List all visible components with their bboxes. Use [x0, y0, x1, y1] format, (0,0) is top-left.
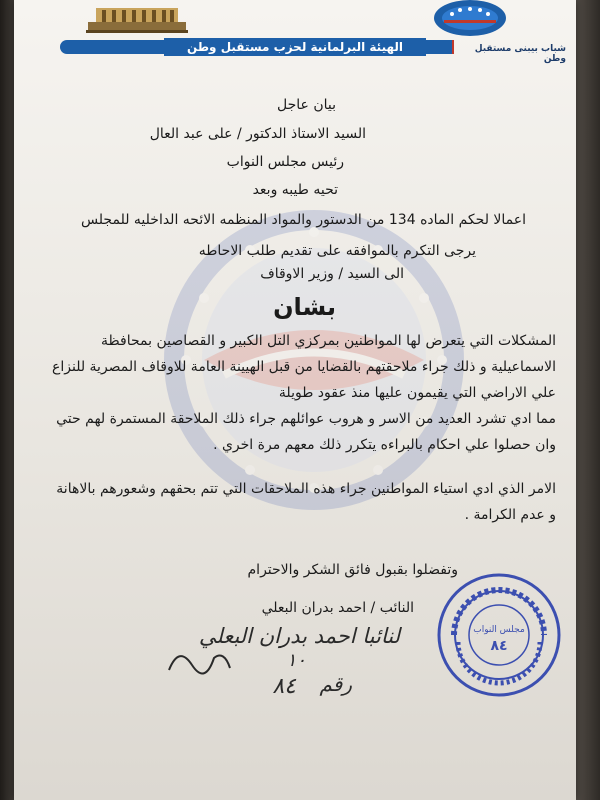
header-title: الهيئة البرلمانية لحزب مستقبل وطن: [164, 38, 426, 56]
handwritten-seat-label: رقم: [319, 672, 352, 696]
handwritten-seat-number: ٨٤: [272, 674, 296, 699]
recipient-title: رئيس مجلس النواب: [226, 154, 344, 170]
stamp-number: ٨٤: [490, 638, 508, 654]
handwritten-number: ١٠: [286, 650, 306, 671]
greeting: تحيه طيبه وبعد: [252, 182, 338, 198]
header-accent: [452, 40, 454, 54]
signature-scribble: [164, 640, 234, 680]
minister-line: الى السيد / وزير الاوقاف: [260, 266, 404, 282]
paragraph-1: المشكلات التي يتعرض لها المواطنين بمركزي التل الكبير و القصاصين بمحافظة الاسماعيلية و ذلك جراء ملاحقتهم بالقضايا من قبل الهيينة العامة للاوقاف المصرية للنزاع علي الاراضي التي يقيمون عليها منذ عقود طويلة: [52, 333, 556, 401]
paragraph-3: الامر الذي ادي استياء المواطنين جراء هذه الملاحقات التي تتم بحقهم وشعورهم بالاهانة و عدم الكرامة .: [56, 481, 556, 523]
letter-heading: بيان عاجل: [277, 97, 336, 113]
paragraph-2: مما ادي تشرد العديد من الاسر و هروب عوائلهم جراء ذلك الملاحقة المستمرة لهم حتي وان حصلوا علي احكام بالبراءه يتكرر ذلك معهم مرة اخري .: [56, 411, 556, 453]
recipient-line: السيد الاستاذ الدكتور / على عبد العال: [149, 126, 366, 142]
signature-label: النائب / احمد بدران البعلي: [261, 600, 414, 616]
header-slogan: شباب بيبنى مستقبل وطن: [474, 44, 566, 64]
closing-line: وتفضلوا بقبول فائق الشكر والاحترام: [247, 562, 458, 578]
letter-page: [14, 0, 576, 800]
parliament-building-logo: [82, 0, 192, 34]
subject-title: بشان: [273, 293, 336, 321]
request-line: يرجى التكرم بالموافقه على تقديم طلب الاحاطه: [198, 243, 476, 259]
article-line: اعمالا لحكم الماده 134 من الدستور والمواد المنظمه الائحه الداخليه للمجلس: [80, 212, 526, 228]
stamp-text: مجلس النواب: [473, 625, 525, 635]
official-stamp: [436, 572, 562, 698]
handwritten-name: لنائبا احمد بدران البعلي: [198, 624, 400, 648]
